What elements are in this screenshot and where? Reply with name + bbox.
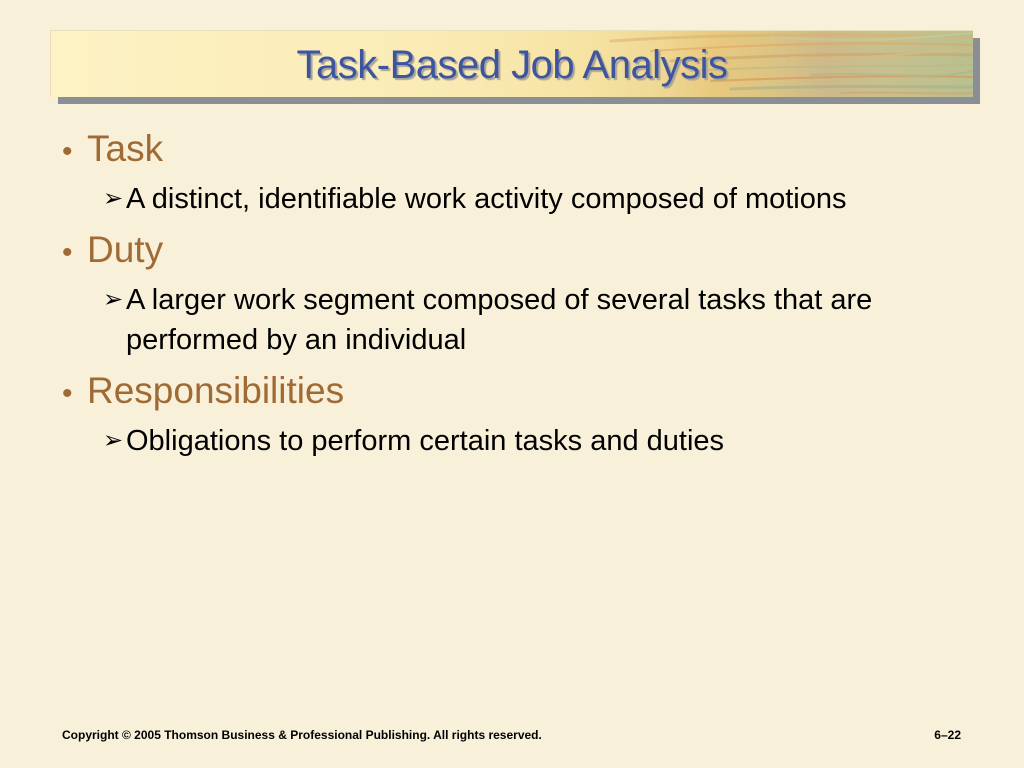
copyright-notice: Copyright © 2005 Thomson Business & Professional Publishing. All rights reserved. bbox=[62, 728, 542, 742]
arrow-bullet-icon: ➢ bbox=[103, 427, 124, 454]
bullet-item-task bbox=[62, 126, 962, 175]
sub-bullet-text: Obligations to perform certain tasks and duties bbox=[126, 425, 725, 457]
sub-bullet-task bbox=[103, 179, 962, 219]
bullet-dot-icon: • bbox=[62, 377, 73, 410]
bullet-list bbox=[62, 124, 962, 469]
sub-bullet-responsibilities bbox=[103, 421, 962, 461]
arrow-bullet-icon: ➢ bbox=[103, 185, 124, 212]
bullet-heading: Duty bbox=[87, 229, 164, 270]
bullet-heading: Task bbox=[87, 128, 164, 169]
sub-bullet-text: A larger work segment composed of several tasks that are performed by an individual bbox=[126, 284, 873, 356]
title-banner bbox=[50, 30, 973, 97]
bullet-dot-icon: • bbox=[62, 135, 73, 168]
bullet-item-responsibilities bbox=[62, 368, 962, 417]
sub-bullet-duty bbox=[103, 280, 962, 360]
sub-bullet-text: A distinct, identifiable work activity composed of motions bbox=[126, 183, 847, 215]
slide-title: Task-Based Job Analysis bbox=[296, 43, 728, 87]
bullet-heading: Responsibilities bbox=[87, 370, 345, 411]
bullet-item-duty bbox=[62, 227, 962, 276]
arrow-bullet-icon: ➢ bbox=[103, 286, 124, 313]
bullet-dot-icon: • bbox=[62, 236, 73, 269]
page-number: 6–22 bbox=[934, 728, 961, 742]
